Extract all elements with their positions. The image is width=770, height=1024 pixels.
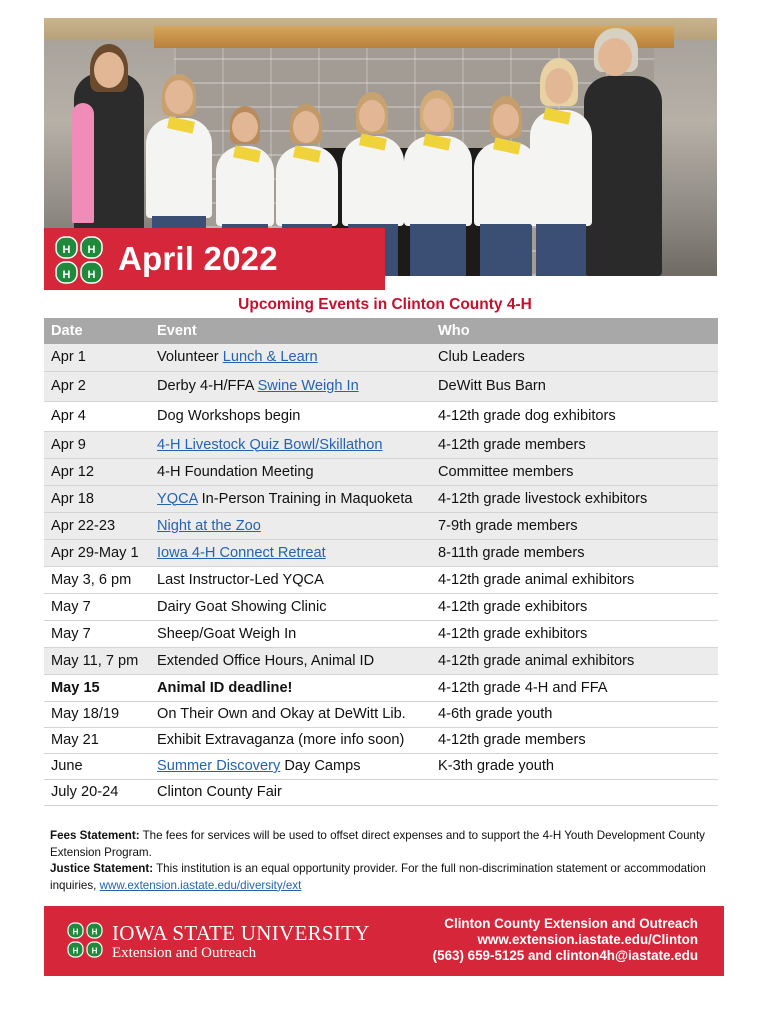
- university-unit: Extension and Outreach: [112, 945, 257, 961]
- svg-text:H: H: [62, 269, 71, 281]
- justice-text: This institution is an equal opportunity provider. For the full non-discrimination statement or accommodation inquiries,: [50, 862, 706, 892]
- table-row: [44, 779, 718, 805]
- table-row: [44, 647, 718, 674]
- table-row: [44, 674, 718, 701]
- table-row: [44, 727, 718, 753]
- fees-statement: [50, 828, 730, 861]
- table-row: [44, 371, 718, 401]
- event-link[interactable]: Swine Weigh In: [257, 378, 359, 394]
- table-row: [44, 620, 718, 647]
- event-text: Derby 4-H/FFA: [157, 378, 258, 394]
- cell-who: 4-12th grade members: [431, 431, 718, 458]
- cell-who: 4-12th grade 4-H and FFA: [431, 674, 718, 701]
- cell-who: [431, 779, 718, 805]
- cell-date: Apr 9: [44, 431, 150, 458]
- university-name: IOWA STATE UNIVERSITY: [112, 921, 370, 945]
- event-text-suffix: In-Person Training in Maquoketa: [197, 490, 413, 507]
- svg-text:H: H: [72, 927, 79, 937]
- page-subtitle: Upcoming Events in Clinton County 4-H: [238, 296, 532, 313]
- cell-who: DeWitt Bus Barn: [431, 371, 718, 401]
- table-row: [44, 539, 718, 566]
- cell-who: 8-11th grade members: [431, 539, 718, 566]
- statements: [50, 828, 730, 894]
- event-link[interactable]: Night at the Zoo: [157, 517, 261, 534]
- event-text: Sheep/Goat Weigh In: [157, 625, 297, 642]
- cell-date: May 15: [44, 674, 150, 701]
- event-text: Dairy Goat Showing Clinic: [157, 598, 327, 615]
- event-text-suffix: Day Camps: [280, 758, 361, 774]
- event-link[interactable]: YQCA: [157, 490, 198, 507]
- svg-text:H: H: [91, 946, 98, 956]
- event-text: Volunteer: [157, 349, 223, 366]
- table-row: [44, 593, 718, 620]
- table-row: [44, 401, 718, 431]
- office-website[interactable]: www.extension.iastate.edu/Clinton: [477, 932, 698, 947]
- event-link[interactable]: Iowa 4-H Connect Retreat: [157, 544, 326, 561]
- cell-date: May 11, 7 pm: [44, 647, 150, 674]
- event-text: On Their Own and Okay at DeWitt Lib.: [157, 706, 406, 722]
- event-text: Dog Workshops begin: [157, 408, 301, 424]
- event-text: Animal ID deadline!: [157, 679, 293, 696]
- cell-who: 7-9th grade members: [431, 512, 718, 539]
- svg-text:H: H: [91, 927, 98, 937]
- cell-event: [150, 753, 431, 779]
- cell-who: Club Leaders: [431, 344, 718, 371]
- svg-text:H: H: [62, 244, 71, 256]
- table-row: [44, 566, 718, 593]
- cell-event: [150, 458, 431, 485]
- cell-date: May 7: [44, 593, 150, 620]
- table-header-row: [44, 318, 718, 344]
- table-row: [44, 344, 718, 371]
- cell-event: [150, 371, 431, 401]
- cell-date: May 3, 6 pm: [44, 566, 150, 593]
- cell-who: 4-12th grade livestock exhibitors: [431, 485, 718, 512]
- cell-who: 4-6th grade youth: [431, 701, 718, 727]
- cell-date: Apr 2: [44, 371, 150, 401]
- cell-date: Apr 1: [44, 344, 150, 371]
- cell-date: July 20-24: [44, 779, 150, 805]
- cell-date: Apr 18: [44, 485, 150, 512]
- header-who: Who: [431, 318, 718, 344]
- four-h-clover-icon: [66, 921, 104, 959]
- header-event: Event: [150, 318, 431, 344]
- event-link[interactable]: Lunch & Learn: [222, 349, 318, 366]
- cell-date: May 21: [44, 727, 150, 753]
- svg-text:H: H: [87, 269, 96, 281]
- justice-statement: [50, 861, 730, 894]
- office-name: Clinton County Extension and Outreach: [444, 916, 698, 931]
- cell-who: 4-12th grade animal exhibitors: [431, 647, 718, 674]
- cell-who: 4-12th grade exhibitors: [431, 593, 718, 620]
- cell-event: [150, 674, 431, 701]
- cell-event: [150, 779, 431, 805]
- cell-event: [150, 401, 431, 431]
- cell-who: Committee members: [431, 458, 718, 485]
- cell-event: [150, 566, 431, 593]
- four-h-clover-icon: [52, 233, 106, 287]
- event-text: Last Instructor-Led YQCA: [157, 571, 324, 588]
- cell-who: 4-12th grade dog exhibitors: [431, 401, 718, 431]
- event-text: Exhibit Extravaganza (more info soon): [157, 732, 405, 748]
- svg-text:H: H: [72, 946, 79, 956]
- cell-event: [150, 485, 431, 512]
- cell-who: 4-12th grade exhibitors: [431, 620, 718, 647]
- table-row: [44, 753, 718, 779]
- banner-title: April 2022: [118, 240, 278, 277]
- svg-text:H: H: [87, 244, 96, 256]
- table-row: [44, 701, 718, 727]
- cell-date: June: [44, 753, 150, 779]
- fees-text: The fees for services will be used to offset direct expenses and to support the 4-H Youth Development County Extension Program.: [50, 829, 705, 859]
- cell-event: [150, 539, 431, 566]
- cell-event: [150, 620, 431, 647]
- table-row: [44, 485, 718, 512]
- header-date: Date: [44, 318, 150, 344]
- cell-who: K-3th grade youth: [431, 753, 718, 779]
- diversity-link[interactable]: www.extension.iastate.edu/diversity/ext: [99, 878, 302, 892]
- events-table: [44, 318, 718, 806]
- cell-date: Apr 12: [44, 458, 150, 485]
- cell-date: May 18/19: [44, 701, 150, 727]
- event-link[interactable]: Summer Discovery: [157, 758, 281, 774]
- table-row: [44, 458, 718, 485]
- cell-event: [150, 727, 431, 753]
- cell-date: Apr 29-May 1: [44, 539, 150, 566]
- justice-label: Justice Statement:: [50, 862, 154, 875]
- office-phone-email: (563) 659-5125 and clinton4h@iastate.edu: [432, 948, 698, 963]
- cell-event: [150, 344, 431, 371]
- footer-contact: [380, 916, 698, 964]
- cell-date: Apr 4: [44, 401, 150, 431]
- event-link[interactable]: 4-H Livestock Quiz Bowl/Skillathon: [157, 436, 383, 453]
- cell-date: Apr 22-23: [44, 512, 150, 539]
- event-text: 4-H Foundation Meeting: [157, 463, 314, 480]
- cell-event: [150, 431, 431, 458]
- cell-date: May 7: [44, 620, 150, 647]
- cell-who: 4-12th grade animal exhibitors: [431, 566, 718, 593]
- cell-event: [150, 701, 431, 727]
- fees-label: Fees Statement:: [50, 829, 140, 842]
- table-row: [44, 431, 718, 458]
- cell-who: 4-12th grade members: [431, 727, 718, 753]
- cell-event: [150, 593, 431, 620]
- table-row: [44, 512, 718, 539]
- cell-event: [150, 647, 431, 674]
- event-text: Extended Office Hours, Animal ID: [157, 652, 375, 669]
- cell-event: [150, 512, 431, 539]
- event-text: Clinton County Fair: [157, 784, 282, 800]
